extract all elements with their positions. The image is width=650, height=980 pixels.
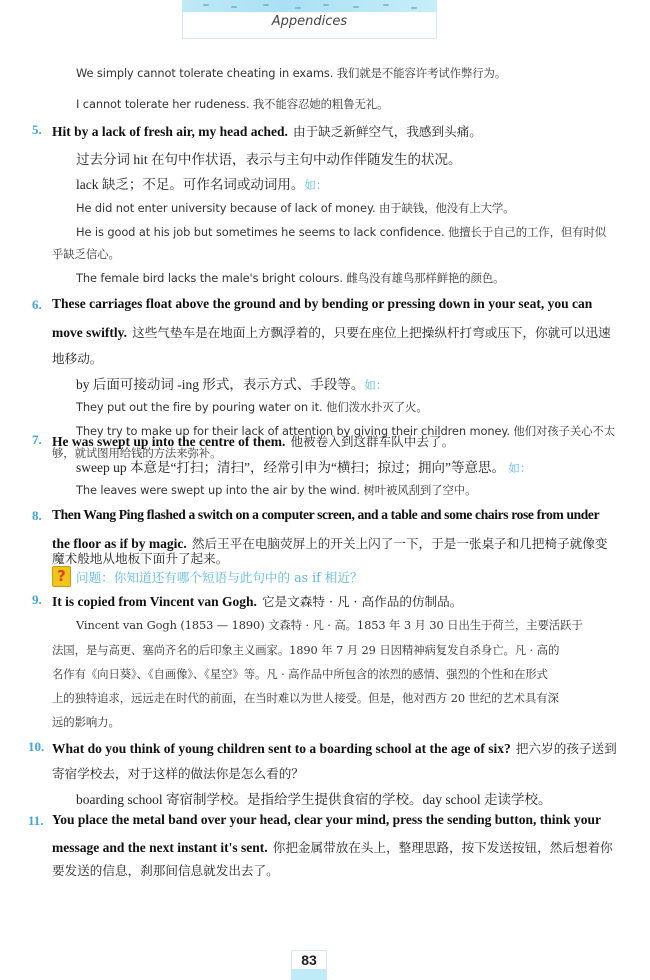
page-number-box [291,950,327,980]
header-decoration [183,0,436,12]
for-example-label: 如： [304,180,328,192]
grammar-note: lack 缺乏；不足。可作名词或动词用。如： [76,177,328,192]
example-sentence: 乎缺乏信心。 [52,247,120,261]
grammar-note: sweep up 本意是“打扫；清扫”，经常引申为“横扫；掠过；拥向”等意思。 如： [76,460,532,475]
bio-paragraph: 上的独特追求，远远走在时代的前面，在当时难以为世人接受。但是，他对西方 20 世纪的艺术具有深 [52,691,559,705]
item-sentence: These carriages float above the ground and by bending or pressing down in your seat, you can [52,296,593,311]
item-number: 6. [32,297,42,312]
for-example-label: 如： [508,463,532,475]
grammar-note: 过去分词 hit 在句中作状语，表示与主句中动作伴随发生的状况。 [76,152,462,167]
bio-paragraph: 名作有《向日葵》、《自画像》、《星空》等。凡 · 高作品中所包含的浓烈的感情、强烈的个性和在形式 [52,667,548,681]
page-header [182,0,437,39]
grammar-note: by 后面可接动词 -ing 形式，表示方式、手段等。如： [76,377,388,392]
page-number: 83 [301,952,317,968]
item-number: 10. [28,739,45,754]
discussion-question: 问题：你知道还有哪个短语与此句中的 as if 相近？ [76,570,363,585]
item-sentence: 魔术般地从地板下面升了起来。 [52,551,229,566]
example-sentence: He did not enter university because of lack of money. 由于缺钱，他没有上大学。 [76,201,515,215]
for-example-label: 如： [364,380,388,392]
item-number: 9. [32,592,42,607]
item-sentence: Then Wang Ping flashed a switch on a computer screen, and a table and some chairs rose from under [52,507,600,522]
example-sentence: 够，就试图用给钱的方法来弥补。 [52,446,222,460]
example-sentence: They try to make up for their lack of attention by giving their children money. 他们对孩子关心不太 [76,424,616,438]
bio-paragraph: 远的影响力。 [52,715,120,729]
grammar-note: boarding school 寄宿制学校。是指给学生提供食宿的学校。day school 走读学校。 [76,792,552,807]
item-number: 8. [32,508,42,523]
example-sentence: They put out the fire by pouring water on it. 他们泼水扑灭了火。 [76,400,428,414]
item-number: 5. [32,122,42,137]
item-sentence: It is copied from Vincent van Gogh. 它是文森特 · 凡 · 高作品的仿制品。 [52,594,463,609]
item-sentence: 地移动。 [52,351,103,366]
example-sentence: The leaves were swept up into the air by the wind. 树叶被风刮到了空中。 [76,483,477,497]
example-sentence: I cannot tolerate her rudeness. 我不能容忍她的粗鲁无礼。 [76,97,389,111]
question-mark-icon: ? [52,566,71,587]
item-sentence: 寄宿学校去，对于这样的做法你是怎么看的？ [52,766,304,781]
example-sentence: The female bird lacks the male's bright colours. 雌鸟没有雄鸟那样鲜艳的颜色。 [76,271,505,285]
bio-paragraph: 法国，是与高更、塞尚齐名的后印象主义画家。1890 年 7 月 29 日因精神病复发自杀身亡。凡 · 高的 [52,643,560,657]
page-number-decoration [292,969,326,980]
item-sentence: move swiftly. 这些气垫车是在地面上方飘浮着的，只要在座位上把操纵杆打弯或压下，你就可以迅速 [52,325,611,340]
item-sentence: He was swept up into the centre of them. 他被卷入到这群车队中去了。 [52,434,455,449]
bio-paragraph: Vincent van Gogh (1853 — 1890) 文森特 · 凡 · 高。1853 年 3 月 30 日出生于荷兰，主要活跃于 [76,618,583,632]
item-sentence: Hit by a lack of fresh air, my head ached. 由于缺乏新鲜空气，我感到头痛。 [52,124,482,139]
item-number: 7. [32,432,42,447]
item-sentence: You place the metal band over your head, clear your mind, press the sending button, think your [52,812,601,827]
section-title: Appendices [271,14,348,29]
item-sentence: What do you think of young children sent to a boarding school at the age of six? 把六岁的孩子送到 [52,741,617,756]
item-sentence: message and the next instant it's sent. 你把金属带放在头上，整理思路，按下发送按钮，然后想着你 [52,840,613,855]
example-sentence: We simply cannot tolerate cheating in exams. 我们就是不能容许考试作弊行为。 [76,66,507,80]
example-sentence: He is good at his job but sometimes he seems to lack confidence. 他擅长于自己的工作，但有时似 [76,225,607,239]
item-sentence: the floor as if by magic. 然后王平在电脑荧屏上的开关上闪了一下，于是一张桌子和几把椅子就像变 [52,536,608,551]
item-number: 11. [28,813,44,828]
item-sentence: 要发送的信息，刹那间信息就发出去了。 [52,863,279,878]
